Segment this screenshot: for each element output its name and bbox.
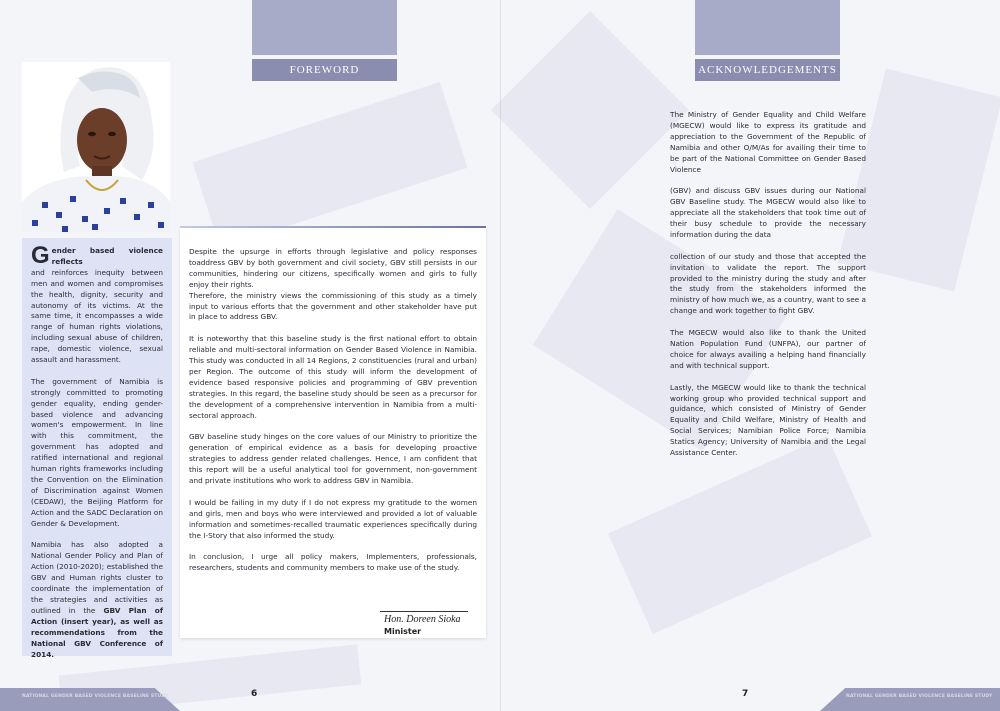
signatory-title: Minister — [384, 627, 422, 636]
drop-cap: G — [31, 242, 50, 269]
policy-text: Namibia has also adopted a National Gender Policy and Plan of Action (2010-2020); established the GBV and Human rights cluster to coordinate the implementation of the strategies and activities as outlined in the — [31, 540, 163, 615]
page-number: 6 — [251, 689, 258, 699]
footer-bar — [820, 688, 1000, 711]
page-fold — [500, 0, 501, 711]
signatory-name: Hon. Doreen Sioka — [384, 614, 461, 625]
acknowledgement-paragraph: (GBV) and discuss GBV issues during our National GBV Baseline study. The MGECW would also like to appreciate all the stakeholders that took time out of their busy schedule to provide the necessary information during the data — [670, 186, 866, 239]
bg-shape — [491, 11, 689, 209]
footer-label: NATIONAL GENDER BASED VIOLENCE BASELINE STUDY — [846, 694, 993, 699]
foreword-paragraph: Despite the upsurge in efforts through legislative and policy responses toaddress GBV by both government and civil society, GBV still persists in our communities, hindering our citizens, specifically women and girls to fully enjoy their rights. — [189, 247, 477, 289]
intro-text: and reinforces inequity between men and women and compromises the health, dignity, security and autonomy of its victims. At the same time, it encompasses a wide range of human rights violations, including sexual abuse of children, rape, domestic violence, sexual assault and harassment. — [31, 267, 163, 365]
acknowledgements-heading: ACKNOWLEDGEMENTS — [695, 59, 840, 81]
foreword-paragraph: It is noteworthy that this baseline study is the first national effort to obtain reliable and multi-sectoral information on Gender Based Violence in Namibia. This study was conducted in all 14 Regions, 2 constituencies (rural and urban) per Region. The outcome of this study will inform the development of evidence based responsive policies and programming of GBV prevention strategies. In this regard, the baseline study should be seen as a precursor for the development of a comprehensive intervention in Namibia from a multi-sectoral approach. — [189, 334, 477, 420]
footer-label: NATIONAL GENDER BASED VIOLENCE BASELINE STUDY — [22, 694, 169, 699]
policy-bold-text: GBV Plan of Action (insert year), as well as recommendations from the National GBV Conference of 2014. — [31, 605, 163, 659]
intro-bold-text: ender based violence reflects — [51, 246, 163, 266]
acknowledgement-paragraph: collection of our study and those that accepted the invitation to validate the report. The support provided to the ministry during the study and after the study from the stakeholders informed the ministry of how much we, as a country, want to see a change and work together to fight GBV. — [670, 251, 866, 316]
foreword-paragraph: In conclusion, I urge all policy makers, Implementers, professionals, researchers, students and community members to make use of the study. — [189, 552, 477, 573]
sidebar-text — [31, 242, 163, 671]
foreword-paragraph: GBV baseline study hinges on the core values of our Ministry to prioritize the generation of empirical evidence as a basis for developing proactive strategies to address gender related challenges. Hence, I am confident that this report will be a useful analytical tool for government, non-government and private institutions who work to address GBV in Namibia. — [189, 432, 477, 485]
acknowledgement-paragraph: Lastly, the MGECW would like to thank the technical working group who provided technical support and guidance, which consisted of Ministry of Gender Equality and Child Welfare, Ministry of Health and Social Services; Namibian Police Force; Namibia Statics Agency; University of Namibia and the Legal Assistance Center. — [670, 382, 866, 458]
header-tab — [695, 0, 840, 55]
footer-bar — [0, 688, 180, 711]
foreword-body — [189, 247, 477, 585]
foreword-paragraph: I would be failing in my duty if I do not express my gratitude to the women and girls, men and boys who were interviewed and provided a lot of valuable information and sometimes-recalled traumatic experiences specifically during the I-Story that also informed the study. — [189, 497, 477, 540]
sidebar-paragraph — [31, 540, 163, 660]
minister-photo — [22, 62, 170, 232]
foreword-paragraph: Therefore, the ministry views the commissioning of this study as a timely input to various efforts that the government and other stakeholder have put in place to address GBV. — [189, 290, 477, 322]
portrait-image — [22, 62, 170, 232]
signature-line — [380, 611, 468, 612]
sidebar-paragraph: The government of Namibia is strongly committed to promoting gender equality, ending gender-based violence and advancing women's empowerment. In line with this commitment, the government has adopted and ratified international and regional human rights frameworks including the Convention on the Elimination of Discrimination against Women (CEDAW), the Beijing Platform for Action and the SADC Declaration on Gender & Development. — [31, 376, 163, 528]
header-tab — [252, 0, 397, 55]
page-number: 7 — [742, 689, 749, 699]
bg-shape — [192, 82, 467, 248]
foreword-heading: FOREWORD — [252, 59, 397, 81]
acknowledgement-paragraph: The MGECW would also like to thank the United Nation Population Fund (UNFPA), our partner of choice for always availing a helping hand financially and with technical support. — [670, 328, 866, 370]
acknowledgement-paragraph: The Ministry of Gender Equality and Child Welfare (MGECW) would like to express its gratitude and appreciation to the Government of the Republic of Namibia and other O/M/As for availing their time to be part of the National Committee on Gender Based Violence — [670, 110, 866, 174]
acknowledgements-body — [670, 110, 866, 470]
sidebar-paragraph — [31, 242, 163, 366]
